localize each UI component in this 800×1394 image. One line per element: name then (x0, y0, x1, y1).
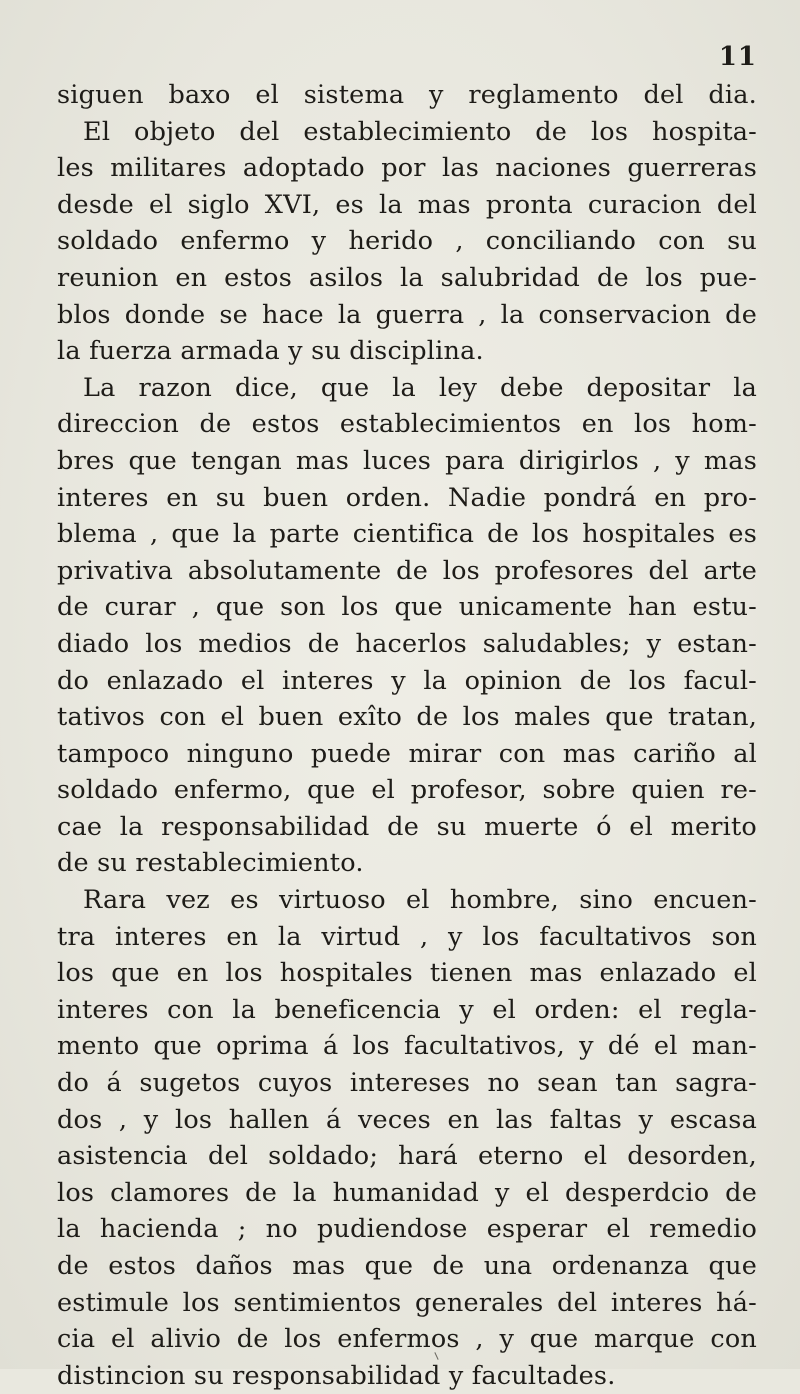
text-line: les militares adoptado por las naciones guerreras (57, 153, 757, 184)
text-line: asistencia del soldado; hará eterno el desorden, (57, 1141, 757, 1172)
text-line: la fuerza armada y su disciplina. (57, 336, 484, 367)
text-line: los que en los hospitales tienen mas enlazado el (57, 958, 757, 989)
text-line: reunion en estos asilos la salubridad de los pue- (57, 262, 757, 293)
text-line: de estos daños mas que de una ordenanza que (57, 1251, 757, 1281)
text-line: soldado enfermo y herido , conciliando con su (57, 226, 757, 257)
text-line: interes en su buen orden. Nadie pondrá en pro- (57, 482, 757, 513)
text-line: siguen baxo el sistema y reglamento del dia. (57, 80, 757, 110)
text-line: cae la responsabilidad de su muerte ó el merito (57, 811, 757, 842)
text-line: blos donde se hace la guerra , la conservacion de (57, 299, 757, 330)
text-line: distincion su responsabilidad y facultades. (57, 1360, 616, 1391)
text-line: soldado enfermo, que el profesor, sobre quien re- (57, 775, 757, 806)
body-text (57, 77, 757, 1394)
text-line: desde el siglo XVI, es la mas pronta curacion del (57, 189, 757, 220)
page-number: 11 (718, 42, 757, 72)
text-line: cia el alivio de los enfermos , y que marque con (57, 1324, 757, 1355)
text-line: blema , que la parte cientifica de los hospitales es (57, 519, 757, 550)
text-line: interes con la beneficencia y el orden: el regla- (57, 994, 757, 1025)
text-line: de su restablecimiento. (57, 848, 364, 879)
text-line: diado los medios de hacerlos saludables; y estan- (57, 628, 757, 659)
text-line: tativos con el buen exîto de los males que tratan, (57, 702, 757, 733)
text-line: de curar , que son los que unicamente han estu- (57, 592, 757, 623)
text-line: direccion de estos establecimientos en los hom- (57, 409, 757, 440)
text-line: Rara vez es virtuoso el hombre, sino encuen- (83, 885, 757, 916)
text-line: dos , y los hallen á veces en las faltas y escasa (57, 1104, 757, 1135)
text-line: los clamores de la humanidad y el desperdcio de (57, 1177, 757, 1208)
text-line: La razon dice, que la ley debe depositar la (83, 372, 757, 403)
text-line: bres que tengan mas luces para dirigirlos , y mas (57, 445, 757, 476)
text-line: do á sugetos cuyos intereses no sean tan sagra- (57, 1068, 757, 1099)
text-line: estimule los sentimientos generales del interes há- (57, 1287, 757, 1318)
text-line: privativa absolutamente de los profesores del arte (57, 555, 757, 586)
text-line: la hacienda ; no pudiendose esperar el remedio (57, 1214, 757, 1245)
text-line: mento que oprima á los facultativos, y dé el man- (57, 1031, 757, 1062)
text-line: do enlazado el interes y la opinion de los facul- (57, 665, 757, 696)
text-line: tra interes en la virtud , y los facultativos son (57, 921, 757, 952)
text-line: tampoco ninguno puede mirar con mas cariño al (57, 738, 757, 769)
text-line: El objeto del establecimiento de los hospita- (83, 116, 757, 147)
